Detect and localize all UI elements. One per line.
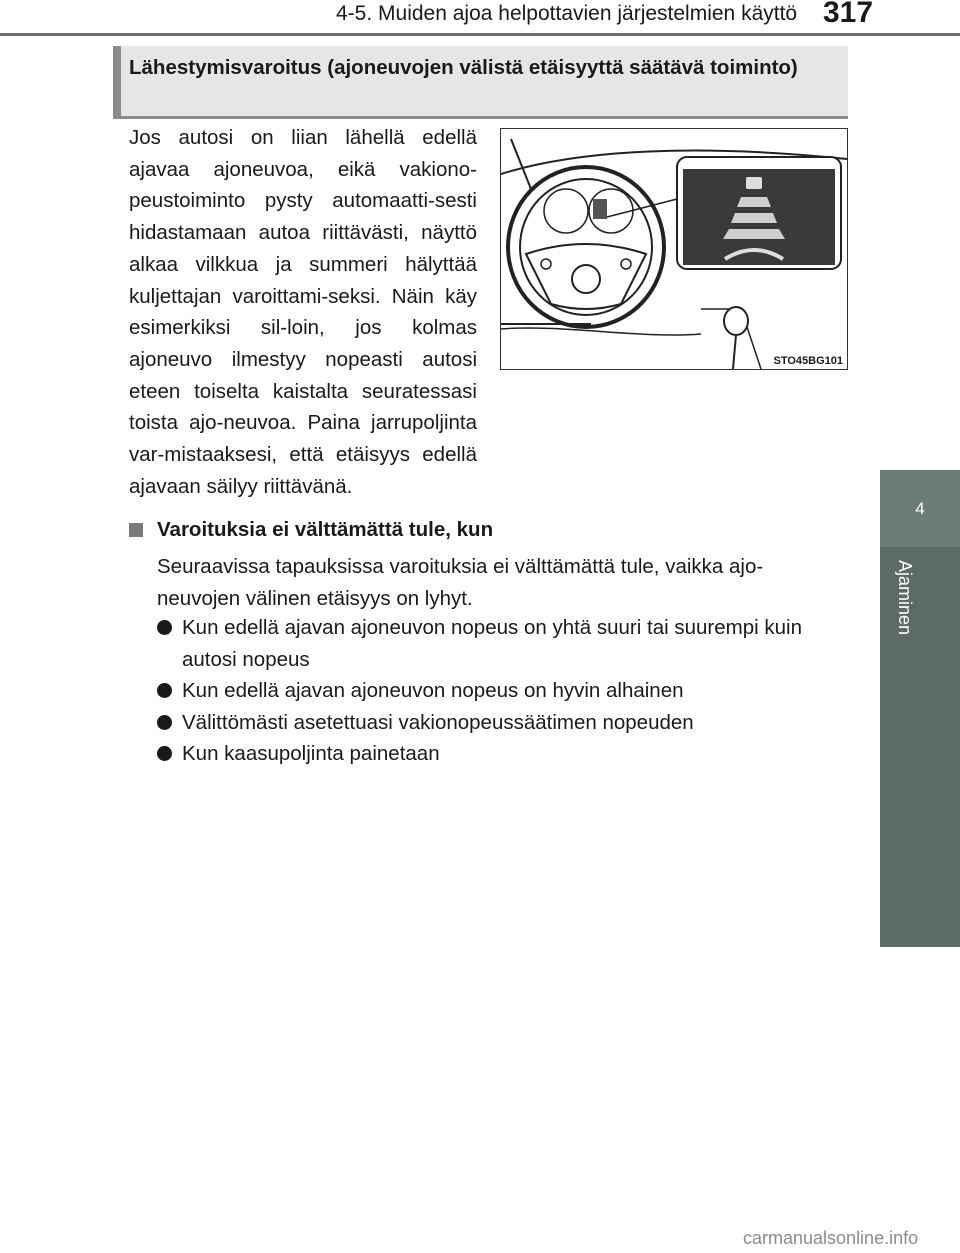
- square-bullet-icon: [129, 523, 143, 537]
- intro-paragraph: Jos autosi on liian lähellä edellä ajavaa ajoneuvoa, eikä vakiono-peustoiminto pysty automaatti-sesti hidastamaan autoa riittävästi, näyttö alkaa vilkkua ja summeri hälyttää kuljettajan varoittami-seksi. Näin käy esimerkiksi sil-loin, jos kolmas ajoneuvo ilmestyy nopeasti autosi eteen toiselta kaistalta seuratessasi toista ajo-neuvoa. Paina jarrupoljinta var-mistaaksesi, että etäisyys edellä ajavaan säilyy riittävänä.: [129, 126, 477, 498]
- bullet-dot-icon: [157, 715, 172, 730]
- bullet-dot-icon: [157, 620, 172, 635]
- subsection-paragraph: Seuraavissa tapauksissa varoituksia ei välttämättä tule, vaikka ajo-neuvojen välinen etäisyys on lyhyt.: [157, 555, 764, 610]
- dashboard-illustration: [500, 128, 848, 370]
- list-item: Kun edellä ajavan ajoneuvon nopeus on hyvin alhainen: [157, 675, 841, 707]
- section-title: Lähestymisvaroitus (ajoneuvojen välistä etäisyyttä säätävä toiminto): [129, 56, 798, 79]
- chapter-tab-number: [880, 470, 960, 547]
- list-item: Välittömästi asetettuasi vakionopeussäätimen nopeuden: [157, 707, 841, 739]
- running-header: 4-5. Muiden ajoa helpottavien järjestelmien käyttö: [336, 2, 798, 25]
- subsection-heading-text: Varoituksia ei välttämättä tule, kun: [157, 518, 494, 541]
- list-item: Kun kaasupoljinta painetaan: [157, 738, 841, 770]
- chapter-name: Ajaminen: [895, 560, 915, 636]
- bullet-dot-icon: [157, 746, 172, 761]
- bullet-dot-icon: [157, 683, 172, 698]
- subsection-heading: [129, 518, 493, 542]
- header-rule: [0, 33, 960, 36]
- chapter-tab: [880, 547, 960, 947]
- page-number: 317: [823, 0, 874, 29]
- watermark: carmanualsonline.info: [743, 1228, 919, 1248]
- list-item: Kun edellä ajavan ajoneuvon nopeus on yhtä suuri tai suurempi kuin autosi nopeus: [157, 612, 841, 675]
- steering-wheel-display-icon: [501, 129, 847, 369]
- figure-code: STO45BG101: [773, 355, 843, 367]
- chapter-number: 4: [915, 498, 925, 518]
- condition-list: [157, 612, 841, 770]
